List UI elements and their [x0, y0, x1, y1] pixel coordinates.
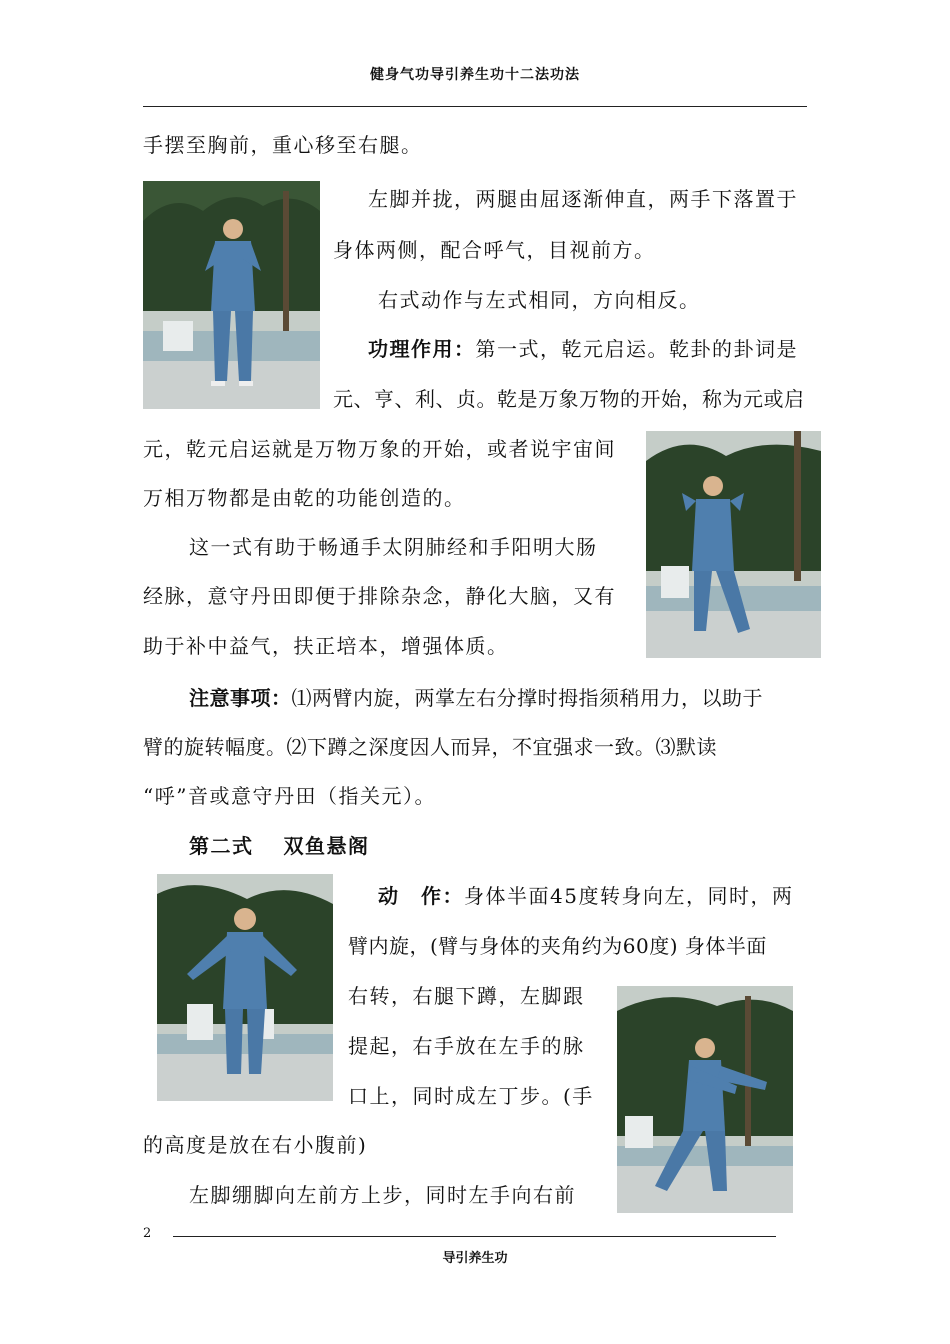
text-line: 口上，同时成左丁步。(手 [348, 1084, 594, 1108]
section-label-action: 动 作： [378, 884, 464, 908]
text-line: 元，乾元启运就是万物万象的开始，或者说宇宙间 [143, 437, 616, 461]
text-line: 元、亨、利、贞。乾是万象万物的开始，称为元或启 [333, 387, 805, 411]
text-line [378, 882, 793, 910]
text-line: 左脚绷脚向左前方上步，同时左手向右前 [189, 1183, 576, 1207]
text-line: 万相万物都是由乾的功能创造的。 [143, 486, 466, 510]
text-line [368, 335, 798, 363]
principle-text: 第一式，乾元启运。乾卦的卦词是 [475, 337, 798, 361]
page-header-title: 健身气功导引养生功十二法功法 [370, 67, 580, 83]
section-label-principle: 功理作用： [368, 337, 476, 361]
text-line: 臂的旋转幅度。⑵下蹲之深度因人而异，不宜强求一致。⑶默读 [143, 735, 717, 759]
text-line: 身体两侧，配合呼气，目视前方。 [333, 238, 656, 262]
text-line: 臂内旋，(臂与身体的夹角约为60度) 身体半面 [348, 934, 767, 958]
page-number: 2 [143, 1226, 152, 1241]
text-line: 这一式有助于畅通手太阴肺经和手阳明大肠 [189, 535, 598, 559]
header-rule [143, 106, 807, 107]
photo-arms-raised-sides [646, 431, 821, 658]
text-line: 手摆至胸前，重心移至右腿。 [143, 133, 423, 157]
text-line [189, 684, 763, 712]
text-line: 的高度是放在右小腹前) [143, 1133, 368, 1157]
text-line: 经脉，意守丹田即便于排除杂念，静化大脑，又有 [143, 584, 616, 608]
notes-text: ⑴两臂内旋，两掌左右分撑时拇指须稍用力，以助于 [291, 686, 763, 710]
text-line: “呼”音或意守丹田（指关元）。 [143, 784, 436, 808]
photo-standing-hands-front [143, 181, 320, 409]
text-line: 助于补中益气，扶正培本，增强体质。 [143, 634, 509, 658]
photo-arms-spread-turn [157, 874, 333, 1101]
section-label-notes: 注意事项： [189, 686, 292, 710]
footer-rule [173, 1236, 776, 1237]
photo-forward-step-pose [617, 986, 793, 1213]
page-footer-title: 导引养生功 [442, 1251, 508, 1266]
action-text: 身体半面45度转身向左，同时，两 [464, 884, 794, 908]
text-line: 右转，右腿下蹲，左脚跟 [348, 984, 585, 1008]
text-line: 右式动作与左式相同，方向相反。 [378, 288, 701, 312]
text-line: 提起，右手放在左手的脉 [348, 1034, 585, 1058]
section-heading-second-form: 第二式 双鱼悬阁 [189, 834, 370, 858]
text-line: 左脚并拢，两腿由屈逐渐伸直，两手下落置于 [368, 187, 798, 211]
